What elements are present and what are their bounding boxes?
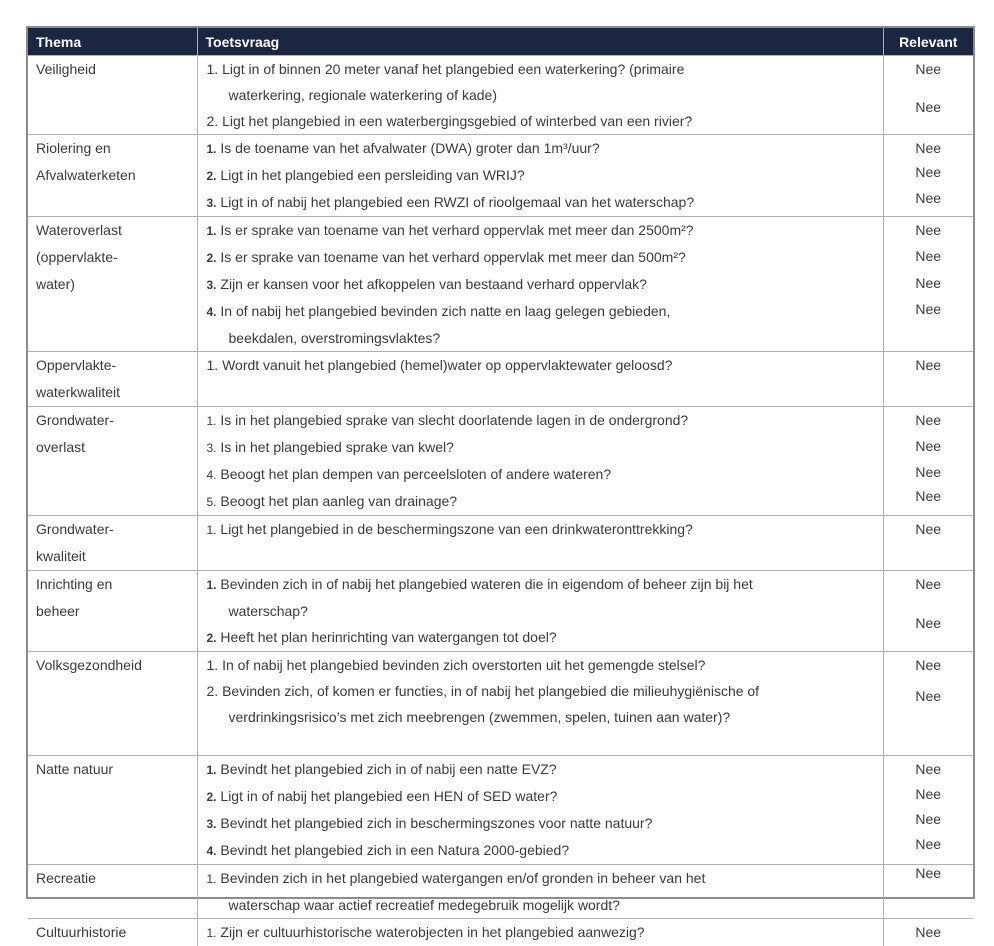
question-number: 4. (207, 838, 217, 864)
relevant-value: Nee (884, 56, 974, 82)
question-text: Is in het plangebied sprake van slecht doorlatende lagen in de ondergrond? (220, 412, 688, 428)
relevant-value: Nee (884, 217, 974, 243)
question-text: Bevindt het plangebied zich in of nabij een natte EVZ? (220, 761, 556, 777)
question-text: Bevinden zich, of komen er functies, in of nabij het plangebied die milieuhygiënische of (222, 683, 759, 699)
relevant-value: Nee (884, 483, 974, 509)
thema-line: water) (36, 271, 197, 298)
thema-line: Wateroverlast (36, 217, 197, 244)
thema-cell (28, 865, 197, 919)
relevant-value: Nee (884, 135, 974, 161)
relevant-value: Nee (884, 831, 974, 857)
question-number: 1. (207, 572, 217, 598)
toetsvraag-cell (197, 652, 883, 756)
relevant-value: Nee (884, 919, 974, 945)
question-number: 1. (207, 136, 217, 162)
question-line (207, 217, 883, 244)
question-number: 1. (207, 866, 217, 892)
question-line (207, 756, 883, 783)
thema-line: Natte natuur (36, 756, 197, 783)
toets-table (28, 28, 973, 946)
relevant-value: Nee (884, 860, 974, 886)
question-line (207, 810, 883, 837)
question-text: Ligt in of binnen 20 meter vanaf het plangebied een waterkering? (primaire (222, 61, 684, 77)
question-continuation: beekdalen, overstromingsvlaktes? (207, 325, 883, 351)
thema-line: kwaliteit (36, 543, 197, 570)
relevant-value: Nee (884, 516, 974, 542)
header-relevant: Relevant (883, 28, 973, 56)
table-row (28, 516, 973, 571)
relevant-cell (883, 352, 973, 407)
question-text: Ligt het plangebied in de beschermingszone van een drinkwateronttrekking? (220, 521, 692, 537)
question-number: 1. (207, 517, 217, 543)
question-text: Is in het plangebied sprake van kwel? (220, 439, 453, 455)
question-text: Is er sprake van toename van het verhard oppervlak met meer dan 500m²? (220, 249, 685, 265)
relevant-value: Nee (884, 756, 974, 782)
question-line (207, 407, 883, 434)
question-number: 2. (207, 784, 217, 810)
question-number: 1. (207, 352, 219, 378)
thema-line: waterkwaliteit (36, 379, 197, 406)
question-line (207, 624, 883, 651)
relevant-value: Nee (884, 652, 974, 678)
question-line (207, 865, 883, 892)
thema-line: Veiligheid (36, 56, 197, 83)
question-text: Zijn er cultuurhistorische waterobjecten in het plangebied aanwezig? (220, 924, 644, 940)
question-text: In of nabij het plangebied bevinden zich overstorten uit het gemengde stelsel? (222, 657, 705, 673)
relevant-cell (883, 865, 973, 919)
question-text: In of nabij het plangebied bevinden zich natte en laag gelegen gebieden, (220, 303, 670, 319)
thema-line: Volksgezondheid (36, 652, 197, 679)
question-line (207, 135, 883, 162)
thema-line: Afvalwaterketen (36, 162, 197, 189)
question-number: 2. (207, 678, 219, 704)
thema-line: beheer (36, 598, 197, 625)
table-row (28, 407, 973, 516)
toetsvraag-cell (197, 407, 883, 516)
question-number: 3. (207, 435, 217, 461)
thema-line: Grondwater- (36, 516, 197, 543)
thema-cell (28, 135, 197, 217)
question-text: Bevinden zich in of nabij het plangebied wateren die in eigendom of beheer zijn bij het (220, 576, 752, 592)
relevant-value: Nee (884, 352, 974, 378)
question-number: 2. (207, 245, 217, 271)
relevant-value: Nee (884, 270, 974, 296)
thema-cell (28, 56, 197, 135)
thema-cell (28, 407, 197, 516)
question-number: 3. (207, 811, 217, 837)
header-thema: Thema (28, 28, 197, 56)
question-continuation: waterschap waar actief recreatief medegebruik mogelijk wordt? (207, 892, 883, 918)
relevant-value: Nee (884, 159, 974, 185)
question-text: Ligt in of nabij het plangebied een RWZI of rioolgemaal van het waterschap? (220, 194, 694, 210)
table-row (28, 135, 973, 217)
thema-cell (28, 652, 197, 756)
toets-table-frame (26, 26, 975, 899)
table-row (28, 571, 973, 652)
thema-line: Recreatie (36, 865, 197, 892)
question-line (207, 678, 883, 704)
question-text: Zijn er kansen voor het afkoppelen van bestaand verhard oppervlak? (220, 276, 647, 292)
question-number: 4. (207, 462, 217, 488)
question-line (207, 461, 883, 488)
thema-line: Grondwater- (36, 407, 197, 434)
relevant-cell (883, 135, 973, 217)
question-text: Is de toename van het afvalwater (DWA) groter dan 1m³/uur? (220, 140, 599, 156)
relevant-cell (883, 407, 973, 516)
header-row (28, 28, 973, 56)
thema-cell (28, 756, 197, 865)
question-text: Bevindt het plangebied zich in een Natura 2000-gebied? (220, 842, 569, 858)
relevant-value: Nee (884, 683, 974, 709)
question-continuation: waterkering, regionale waterkering of kade) (207, 82, 883, 108)
question-continuation: verdrinkingsrisico’s met zich meebrengen (zwemmen, spelen, tuinen aan water)? (207, 704, 883, 730)
question-number: 1. (207, 56, 219, 82)
question-line (207, 783, 883, 810)
relevant-value: Nee (884, 610, 974, 636)
relevant-value: Nee (884, 806, 974, 832)
toetsvraag-cell (197, 352, 883, 407)
question-line (207, 434, 883, 461)
relevant-value: Nee (884, 296, 974, 322)
toetsvraag-cell (197, 217, 883, 352)
question-text: Beoogt het plan dempen van perceelsloten of andere wateren? (220, 466, 611, 482)
table-row (28, 919, 973, 946)
relevant-value: Nee (884, 571, 974, 597)
thema-line: Inrichting en (36, 571, 197, 598)
thema-cell (28, 352, 197, 407)
toetsvraag-cell (197, 56, 883, 135)
toetsvraag-cell (197, 865, 883, 919)
relevant-cell (883, 756, 973, 865)
question-text: Bevindt het plangebied zich in beschermingszones voor natte natuur? (220, 815, 652, 831)
relevant-value: Nee (884, 185, 974, 211)
relevant-value: Nee (884, 781, 974, 807)
question-text: Is er sprake van toename van het verhard oppervlak met meer dan 2500m²? (220, 222, 693, 238)
question-text: Ligt in het plangebied een persleiding van WRIJ? (220, 167, 524, 183)
question-line (207, 488, 883, 515)
thema-line: Cultuurhistorie (36, 919, 197, 946)
relevant-value: Nee (884, 433, 974, 459)
question-line (207, 271, 883, 298)
table-row (28, 217, 973, 352)
question-text: Beoogt het plan aanleg van drainage? (220, 493, 457, 509)
thema-cell (28, 217, 197, 352)
question-number: 1. (207, 757, 217, 783)
question-number: 1. (207, 408, 217, 434)
question-line (207, 516, 883, 543)
thema-cell (28, 571, 197, 652)
question-number: 4. (207, 299, 217, 325)
toetsvraag-cell (197, 516, 883, 571)
table-row (28, 56, 973, 135)
toetsvraag-cell (197, 571, 883, 652)
relevant-cell (883, 571, 973, 652)
question-line (207, 108, 883, 134)
relevant-cell (883, 217, 973, 352)
question-line (207, 244, 883, 271)
table-row (28, 756, 973, 865)
thema-cell (28, 919, 197, 946)
question-line (207, 837, 883, 864)
question-text: Ligt het plangebied in een waterbergingsgebied of winterbed van een rivier? (222, 113, 692, 129)
question-line (207, 162, 883, 189)
table-row (28, 352, 973, 407)
question-number: 3. (207, 272, 217, 298)
question-line (207, 56, 883, 82)
relevant-cell (883, 652, 973, 756)
question-number: 1. (207, 218, 217, 244)
thema-line: (oppervlakte- (36, 244, 197, 271)
question-number: 1. (207, 920, 217, 946)
relevant-cell (883, 56, 973, 135)
thema-line: Oppervlakte- (36, 352, 197, 379)
question-line (207, 652, 883, 678)
question-text: Bevinden zich in het plangebied watergangen en/of gronden in beheer van het (220, 870, 705, 886)
relevant-value: Nee (884, 459, 974, 485)
relevant-cell (883, 919, 973, 946)
question-number: 2. (207, 163, 217, 189)
relevant-value: Nee (884, 94, 974, 120)
question-text: Heeft het plan herinrichting van watergangen tot doel? (220, 629, 556, 645)
question-line (207, 189, 883, 216)
question-line (207, 571, 883, 598)
thema-line: overlast (36, 434, 197, 461)
table-row (28, 865, 973, 919)
header-toetsvraag: Toetsvraag (197, 28, 883, 56)
relevant-cell (883, 516, 973, 571)
table-row (28, 652, 973, 756)
question-line (207, 298, 883, 325)
question-number: 5. (207, 489, 217, 515)
thema-cell (28, 516, 197, 571)
question-number: 3. (207, 190, 217, 216)
question-line (207, 919, 883, 946)
question-text: Wordt vanuit het plangebied (hemel)water op oppervlaktewater geloosd? (222, 357, 672, 373)
relevant-value: Nee (884, 243, 974, 269)
toetsvraag-cell (197, 919, 883, 946)
toetsvraag-cell (197, 756, 883, 865)
question-number: 2. (207, 108, 219, 134)
question-line (207, 352, 883, 378)
question-text: Ligt in of nabij het plangebied een HEN of SED water? (220, 788, 557, 804)
question-continuation: waterschap? (207, 598, 883, 624)
question-number: 1. (207, 652, 219, 678)
thema-line: Riolering en (36, 135, 197, 162)
toetsvraag-cell (197, 135, 883, 217)
relevant-value: Nee (884, 407, 974, 433)
question-number: 2. (207, 625, 217, 651)
